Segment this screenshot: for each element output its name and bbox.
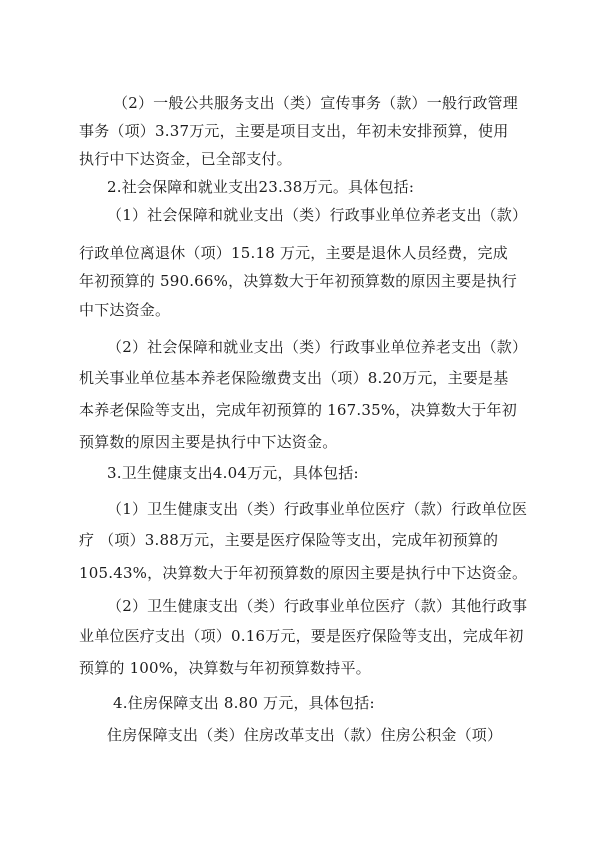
paragraph-line [0,722,615,748]
line-text: 行政单位离退休（项）15.18 万元，主要是退休人员经费，完成 [79,244,508,262]
line-text: 4.住房保障支出 8.80 万元，具体包括: [113,694,375,712]
paragraph-line [0,397,615,423]
section-heading [0,460,615,486]
paragraph-line [0,240,615,266]
section-heading [0,690,615,716]
line-text: （1）社会保障和就业支出（类）行政事业单位养老支出（款） [107,206,528,224]
paragraph-line [0,429,615,455]
paragraph-line [0,655,615,681]
line-text: 105.43%，决算数大于年初预算数的原因主要是执行中下达资金。 [79,564,528,582]
paragraph-line [0,268,615,294]
paragraph-line [0,118,615,144]
line-text: （1）卫生健康支出（类）行政事业单位医疗（款）行政单位医 [107,500,528,518]
line-text: 住房保障支出（类）住房改革支出（款）住房公积金（项） [107,726,503,744]
line-text: 2.社会保障和就业支出23.38万元。具体包括: [107,178,415,196]
line-text: 3.卫生健康支出4.04万元，具体包括: [107,464,359,482]
line-text: 年初预算的 590.66%，决算数大于年初预算数的原因主要是执行 [79,272,517,290]
line-text: 疗 （项）3.88万元，主要是医疗保险等支出，完成年初预算的 [79,531,499,549]
line-text: 业单位医疗支出（项）0.16万元，要是医疗保险等支出，完成年初 [79,627,524,645]
line-text: （2）一般公共服务支出（类）宣传事务（款）一般行政管理 [113,94,518,112]
paragraph-line [0,593,615,619]
paragraph-line [0,297,615,323]
line-text: 机关事业单位基本养老保险缴费支出（项）8.20万元，主要是基 [79,369,509,387]
paragraph-line [0,334,615,360]
paragraph-line [0,623,615,649]
line-text: （2）社会保障和就业支出（类）行政事业单位养老支出（款） [107,338,528,356]
line-text: 中下达资金。 [79,301,171,319]
paragraph-line [0,560,615,586]
paragraph-line [0,90,615,116]
line-text: 预算数的原因主要是执行中下达资金。 [79,433,338,451]
line-text: 本养老保险等支出，完成年初预算的 167.35%，决算数大于年初 [79,401,517,419]
line-text: 预算的 100%，决算数与年初预算数持平。 [79,659,371,677]
line-text: 事务（项）3.37万元，主要是项目支出，年初未安排预算，使用 [79,122,509,140]
paragraph-line [0,527,615,553]
paragraph-line [0,202,615,228]
section-heading [0,174,615,200]
line-text: （2）卫生健康支出（类）行政事业单位医疗（款）其他行政事 [107,597,528,615]
paragraph-line [0,365,615,391]
line-text: 执行中下达资金，已全部支付。 [79,150,292,168]
paragraph-line [0,496,615,522]
paragraph-line [0,146,615,172]
